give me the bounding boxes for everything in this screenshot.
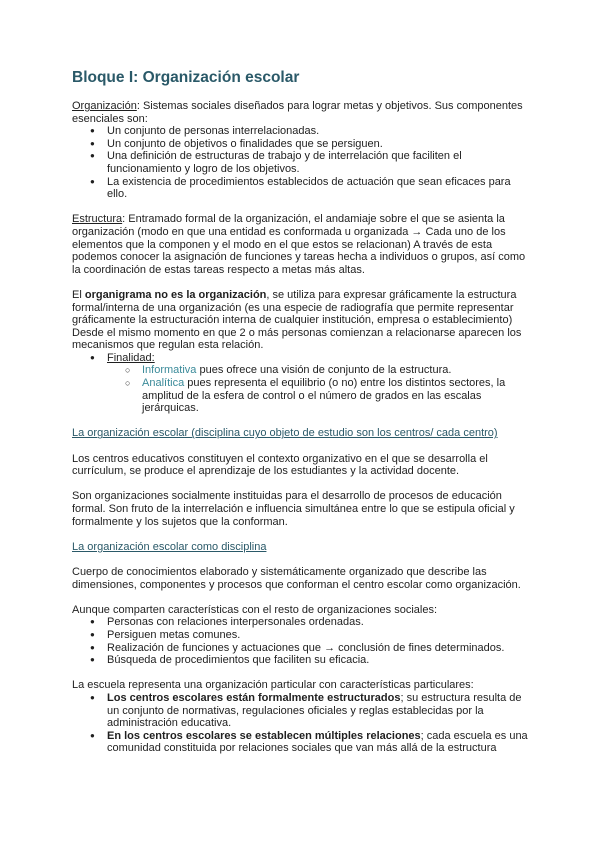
section-heading-link[interactable]: La organización escolar (disciplina cuyo objeto de estudio son los centros/ cada centro) [72, 427, 498, 440]
list-item: ● Un conjunto de objetivos o finalidades que se persiguen. [72, 138, 532, 151]
estructura-definition: : Entramado formal de la organización, el andamiaje sobre el que se asienta la organización (modo en que una entidad es conformada u organizada → Cada uno de los elementos que la componen y el modo en el que estos se relacionan) A través de esta podemos conocer la asignación de funciones y tareas hecha a individuos o grupos, así como la coordinación de estas tareas respecto a metas más altas. [72, 213, 526, 276]
list-item [72, 352, 532, 415]
list-item: ● Búsqueda de procedimientos que faciliten su eficacia. [72, 654, 532, 667]
school-characteristics-list [72, 692, 532, 755]
document-page [72, 68, 532, 755]
list-item: ● Realización de funciones y actuaciones que → conclusión de fines determinados. [72, 642, 532, 655]
organizacion-term: Organización [72, 100, 137, 112]
finalidad-label: Finalidad: [107, 351, 155, 364]
finalidad-sublist [107, 364, 532, 414]
analitica-term: Analítica [142, 377, 185, 390]
estructura-paragraph [72, 213, 532, 276]
list-item: ● Persiguen metas comunes. [72, 629, 532, 642]
list-item: ● Una definición de estructuras de trabajo y de interrelación que faciliten el funcionamiento y logro de los objetivos. [72, 150, 532, 175]
list-item [72, 730, 532, 755]
page-title: Bloque I: Organización escolar [72, 69, 300, 86]
informativa-text: pues ofrece una visión de conjunto de la estructura. [196, 364, 452, 377]
section2-paragraph-2: Aunque comparten características con el resto de organizaciones sociales: [72, 603, 438, 616]
list-item-bold: En los centros escolares se establecen múltiples relaciones [107, 729, 421, 742]
finalidad-list [72, 352, 532, 415]
list-item-text: ; su estructura resulta de un conjunto de normativas, regulaciones oficiales y reglas establecidas por la administración educativa. [107, 691, 522, 730]
organigrama-text: , se utiliza para expresar gráficamente la estructura formal/interna de una organización (es una especie de radiografía que permite representar gráficamente la estructuración interna de cualquier institución, empresa o establecimiento) Desde el mismo momento en que 2 o más personas comienzan a relacionarse aparecen los mecanismos que regulan esta relación. [72, 288, 522, 352]
organigrama-intro: El [72, 288, 85, 301]
list-item-bold: Los centros escolares están formalmente estructurados [107, 691, 401, 704]
section2-paragraph-3: La escuela representa una organización particular con características particulares: [72, 679, 474, 692]
list-item [107, 377, 532, 415]
organigrama-bold: organigrama no es la organización [84, 288, 267, 301]
analitica-text: pues representa el equilibrio (o no) entre los distintos sectores, la amplitud de la esfera de control o el número de grados en las escalas jerárquicas. [142, 377, 506, 415]
section2-paragraph-1: Cuerpo de conocimientos elaborado y sistemáticamente organizado que describe las dimensiones, componentes y procesos que conforman el centro escolar como organización. [72, 565, 521, 591]
section1-paragraph-2: Son organizaciones socialmente instituidas para el desarrollo de procesos de educación formal. Son fruto de la interrelación e influencia simultánea entre lo que se estipula oficial y formalmente y los sujetos que la conforman. [72, 490, 515, 528]
estructura-term: Estructura [72, 213, 123, 226]
organigrama-paragraph [72, 289, 532, 352]
list-item [72, 692, 532, 730]
list-item [107, 364, 532, 377]
section1-paragraph-1: Los centros educativos constituyen el contexto organizativo en el que se desarrolla el currículum, se produce el aprendizaje de los estudiantes y la actividad docente. [72, 452, 488, 478]
list-item-text: ; cada escuela es una comunidad constituida por relaciones sociales que van más allá de la estructura [107, 729, 528, 755]
list-item: ● Un conjunto de personas interrelacionadas. [72, 125, 532, 138]
informativa-term: Informativa [142, 364, 197, 377]
list-item: ● La existencia de procedimientos establecidos de actuación que sean eficaces para ello. [72, 176, 532, 201]
shared-characteristics-list [72, 616, 532, 666]
organizacion-definition: : Sistemas sociales diseñados para lograr metas y objetivos. Sus componentes esenciales son: [72, 100, 523, 125]
section-heading-link[interactable]: La organización escolar como disciplina [72, 540, 267, 553]
list-item: ● Personas con relaciones interpersonales ordenadas. [72, 616, 532, 629]
organizacion-components-list [72, 125, 532, 201]
organizacion-paragraph [72, 100, 532, 125]
